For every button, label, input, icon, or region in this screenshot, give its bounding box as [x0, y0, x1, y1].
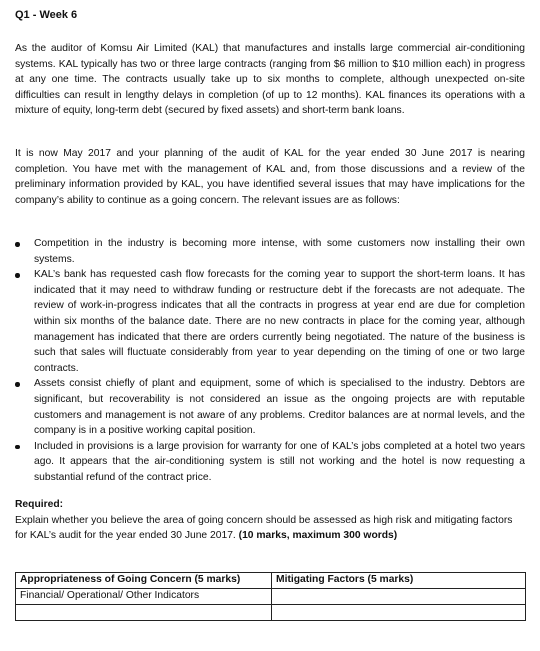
- bullet-icon: [15, 445, 20, 450]
- required-label: Required:: [15, 499, 64, 510]
- issues-list: [15, 236, 525, 486]
- table-cell[interactable]: Financial/ Operational/ Other Indicators: [16, 589, 272, 605]
- required-text: Explain whether you believe the area of going concern should be assessed as high risk and mitigating factors for KAL’s audit for the year ended 30 June 2017.: [15, 514, 513, 542]
- list-item: [15, 267, 525, 376]
- issue-text: Competition in the industry is becoming more intense, with some customers now installing their own systems.: [34, 238, 525, 265]
- list-item: [15, 439, 525, 486]
- question-title: Q1 - Week 6: [15, 9, 78, 21]
- issue-text: KAL’s bank has requested cash flow forecasts for the coming year to support the short-term loans. It has indicated that it may need to withdraw funding or restructure debt if the forecasts are not adequate. The review of work-in-progress indicates that all the contracts in progress at year end are due for completion within six months of the balance date. There are no new contracts in place for the coming year, although management has indicated that there are orders currently being negotiated. The nature of the business is such that sales will fluctuate considerably from year to year depending on the timing of one or two large contracts.: [34, 269, 525, 374]
- required-section: [15, 497, 525, 544]
- bullet-icon: [15, 242, 20, 247]
- answer-table: [15, 572, 526, 621]
- scenario-paragraph: As the auditor of Komsu Air Limited (KAL) that manufactures and installs large commercial air-conditioning systems. KAL typically has two or three large contracts (ranging from $6 million to $10 million each) in progress at any one time. The contracts usually take up to six months to complete, although unexpected on-site difficulties can result in lengthy delays in completion (of up to 12 months). KAL finances its operations with a mixture of equity, long-term debt (secured by fixed assets) and short-term bank loans.: [15, 43, 525, 117]
- required-instruction: [15, 513, 525, 544]
- header-mitigating-factors: Mitigating Factors (5 marks): [272, 573, 526, 589]
- bullet-icon: [15, 273, 20, 278]
- header-going-concern: Appropriateness of Going Concern (5 marks): [16, 573, 272, 589]
- table-header-row: [16, 573, 526, 589]
- issue-text: Included in provisions is a large provision for warranty for one of KAL’s jobs completed at a hotel two years ago. It appears that the air-conditioning system is still not working and the hotel is now requesting a substantial refund of the contract price.: [34, 440, 525, 483]
- table-cell[interactable]: [16, 605, 272, 621]
- bullet-icon: [15, 382, 20, 387]
- table-cell[interactable]: [272, 589, 526, 605]
- planning-paragraph: It is now May 2017 and your planning of the audit of KAL for the year ended 30 June 2017 is nearing completion. You have met with the management of KAL and, from those discussions and a review of the preliminary information provided by KAL, you have identified several issues that may have implications for the company’s ability to continue as a going concern. The relevant issues are as follows:: [15, 148, 525, 206]
- issue-text: Assets consist chiefly of plant and equipment, some of which is specialised to the industry. Debtors are significant, but recoverability is not considered an issue as the ongoing projects are with reputable customers and management is not aware of any problems. Creditor balances are at normal levels, and the company is in a positive working capital position.: [34, 378, 525, 437]
- list-item: [15, 236, 525, 267]
- required-marks: (10 marks, maximum 300 words): [238, 530, 398, 542]
- table-cell[interactable]: [272, 605, 526, 621]
- list-item: [15, 376, 525, 438]
- table-row: [16, 605, 526, 621]
- table-row: [16, 589, 526, 605]
